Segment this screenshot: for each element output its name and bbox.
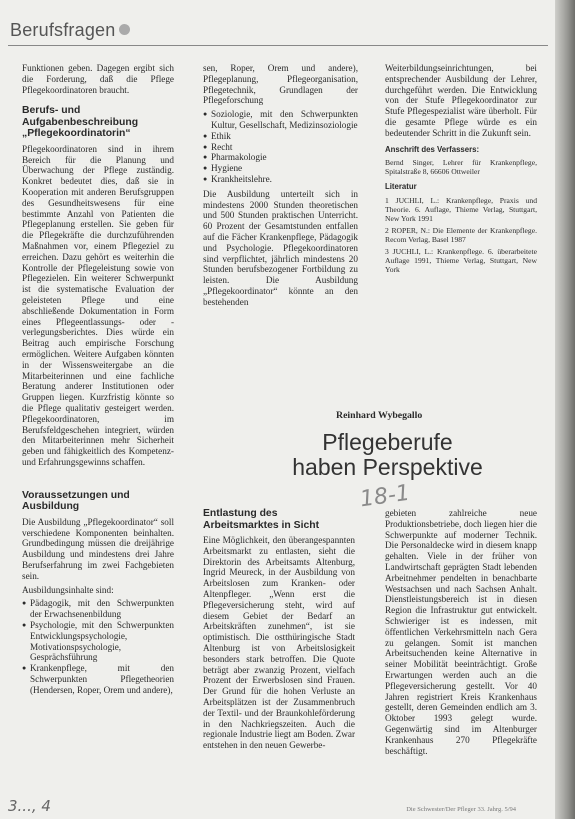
article2-body-2: gebieten zahlreiche neue Produktionsbetriebe, doch liegen hier die Schwerpunkte auf moderner Technik. Die Personaldecke wird in diesem knapp gehalten. Viele in der früher von Landwirtschaft geprägten Stadt lebenden Arbeitnehmer pendelten in benachbarte Westsachsen und nach Sachsen Anhalt. Dienstleistungsbereich ist in diesen Region die Infrastruktur gut entwickelt. Schwieriger ist es indessen, mit öffentlichen Verkehrsmitteln nach Gera zu gelangen. Somit ist manchen Arbeitsuchenden keine Alternative in seiner Mobilität beeinträchtigt. Große Erwartungen werden auch an die Pflegeversicherung gestellt. Vor 40 Jahren registriert Kreis Krankenhaus gestellt, deren Gemeinden endlich am 3. Oktober 1993 gelegt wurde. Gegenwärtig sind im Altenburger Krankenhaus 270 Pflegekräfte beschäftigt.	[385, 508, 537, 756]
article-author: Reinhard Wybegallo	[336, 410, 423, 421]
list-item: ● Soziologie, mit den Schwerpunkten Kultur, Gesellschaft, Medizinsoziologie	[203, 109, 358, 131]
header-rule	[8, 45, 548, 46]
list-item: ● Pharmakologie	[203, 152, 358, 163]
address-heading: Anschrift des Verfassers:	[385, 144, 480, 154]
column-1	[22, 63, 174, 803]
column-2	[203, 63, 358, 363]
literature-item: 1 JUCHLI, L.: Krankenpflege, Praxis und Theorie. 6. Auflage, Thieme Verlag, Stuttgart, New York 1991	[385, 196, 537, 224]
article2-column-2	[385, 508, 537, 808]
handwritten-note: 18-1	[358, 480, 412, 513]
list-item: ● Pädagogik, mit den Schwerpunkten der Erwachsenenbildung	[22, 598, 174, 620]
col1-list-intro: Ausbildungsinhalte sind:	[22, 584, 114, 595]
section-dot-icon	[119, 24, 130, 35]
page-footer: Die Schwester/Der Pfleger 33. Jahrg. 5/94	[406, 806, 516, 813]
literature-heading: Literatur	[385, 182, 417, 192]
list-item: ● Recht	[203, 142, 358, 153]
section-title: Berufsfragen	[10, 20, 116, 40]
list-item: ● Krankheitslehre.	[203, 174, 358, 185]
list-item: ● Hygiene	[203, 163, 358, 174]
col1-list	[22, 598, 174, 695]
col2-list	[203, 109, 358, 185]
list-item: ● Ethik	[203, 131, 358, 142]
article2-body-1: Eine Möglichkeit, den überangespannten Arbeitsmarkt zu entlasten, sieht die Direktorin des Arbeitsamts Altenburg, Ingrid Meureck, in der Ausbildung von Arbeitslosen zum Kranken- oder Altenpfleger. „Wenn erst die Pflegeversicherung steht, wird auf diesem Gebiet der Bedarf an Arbeitskräften zunehmen“, ist sie optimistisch. Die ostthüringische Stadt Altenburg ist von Arbeitslosigkeit besonders stark betroffen. Die Quote beträgt aber zwanzig Prozent, vielfach Prozent der Erwerbslosen sind Frauen. Der Grund für die hohen Verluste an Arbeitsplätzen ist der Zusammenbruch der Textil- und der Braunkohleförderung in den Nachkriegszeiten. Auch die regionale Industrie liegt am Boden. Zwar entstehen in den neuen Gewerbe-	[203, 535, 355, 751]
col1-intro: Funktionen geben. Dagegen ergibt sich die Forderung, daß die Pflege Pflegekoordinatoren braucht.	[22, 63, 174, 95]
literature-item: 3 JUCHLI, L.: Krankenpflege. 6. überarbeitete Auflage 1991, Thieme Verlag, Stuttgart, New York	[385, 247, 537, 275]
article-title	[280, 430, 495, 480]
corner-mark: 3..., 4	[8, 797, 51, 815]
page-edge-shadow	[555, 0, 575, 819]
list-item: ● Krankenpflege, mit den Schwerpunkten Pflegetheorien (Hendersen, Roper, Orem und andere),	[22, 663, 174, 695]
article-title-line-1: Pflegeberufe	[322, 429, 453, 455]
col1-heading-1: Berufs- und Aufgabenbeschreibung „Pflegekoordinatorin“	[22, 105, 139, 140]
col2-body: Die Ausbildung unterteilt sich in mindestens 2000 Stunden theoretischen und 500 Stunden praktischen Unterricht. 60 Prozent der Gesamtstunden entfallen auf die Fächer Krankenpflege, Pädagogik und Psychologie. Pflegekoordinatoren sind verpflichtet, jährlich mindestens 20 Stunden berufsbezogener Fortbildung zu leisten. Die Ausbildung „Pflegekoordinator“ könnte an den bestehenden	[203, 188, 358, 307]
col3-body: Weiterbildungseinrichtungen, bei entsprechender Ausbildung der Lehrer, durchgeführt werden. Die Entwicklung von der Stufe Pflegekoordinator zur Stufe Pflegespezialist wäre überholt. Für die gesamte Pflege würde es ein bedeutender Schritt in die Zukunft sein.	[385, 63, 537, 138]
address-text: Bernd Singer, Lehrer für Krankenpflege, Spitalstraße 8, 66606 Ottweiler	[385, 158, 537, 177]
section-header	[10, 20, 130, 41]
article-title-line-2: haben Perspektive	[292, 454, 483, 480]
list-item: ● Psychologie, mit den Schwerpunkten Entwicklungspsychologie, Motivationspsychologie, Gesprächsführung	[22, 620, 174, 663]
article2-column-1	[203, 508, 355, 808]
col1-heading-2: Voraussetzungen und Ausbildung	[22, 489, 130, 513]
column-3	[385, 63, 537, 368]
col1-body-1: Pflegekoordinatoren sind in ihrem Bereich für die Planung und Überwachung der Pflege zuständig. Konkret bedeutet dies, daß sie in Kooperation mit anderen Berufsgruppen des Gesundheitswesens für eine bestimmte Anzahl von Patienten die Pflegeplanung erstellen. Sie geben für die Pflegekräfte die durchzuführenden Maßnahmen vor, einem Pflegeziel zu erreichen. Dazu gehört es weiterhin die Kontrolle der Pflegeleistung sowie von Pflegezielen. Ein weiterer Schwerpunkt ist die systematische Evaluation der geleisteten Pflege und eine abschließende Dokumentation in Form eines Pflegeentlassungs- oder -verlegungsberichtes. Dies würde ein Beitrag auch empirische Forschung ermöglichen. Weitere Aufgaben könnten in der Wissensweitergabe an die Mitarbeiterinnen und eine fachliche Beratung anderer Institutionen oder Gruppen liegen. Kurzfristig könnte so die Pflege qualitativ gesteigert werden. Pflegekoordinatoren, im Berufsfeldgeschehen integriert, würden den Mitarbeiterinnen mehr Sicherheit geben und fähigkeitlich des Kompetenz- und Erfahrungsgewinns schaffen.	[22, 143, 174, 467]
col1-body-2: Die Ausbildung „Pflegekoordinator“ soll verschiedene Komponenten beinhalten. Grundbedingung müssen die dreijährige Ausbildung und mindestens drei Jahre Berufserfahrung im zwei Fachgebieten sein.	[22, 516, 174, 581]
col2-continuation: sen, Roper, Orem und andere), Pflegeplanung, Pflegeorganisation, Pflegetechnik, Grundlagen der Pflegeforschung	[203, 63, 358, 106]
article2-heading: Entlastung des Arbeitsmarktes in Sicht	[203, 508, 320, 531]
literature-item: 2 ROPER, N.: Die Elemente der Krankenpflege. Recom Verlag, Basel 1987	[385, 226, 537, 245]
